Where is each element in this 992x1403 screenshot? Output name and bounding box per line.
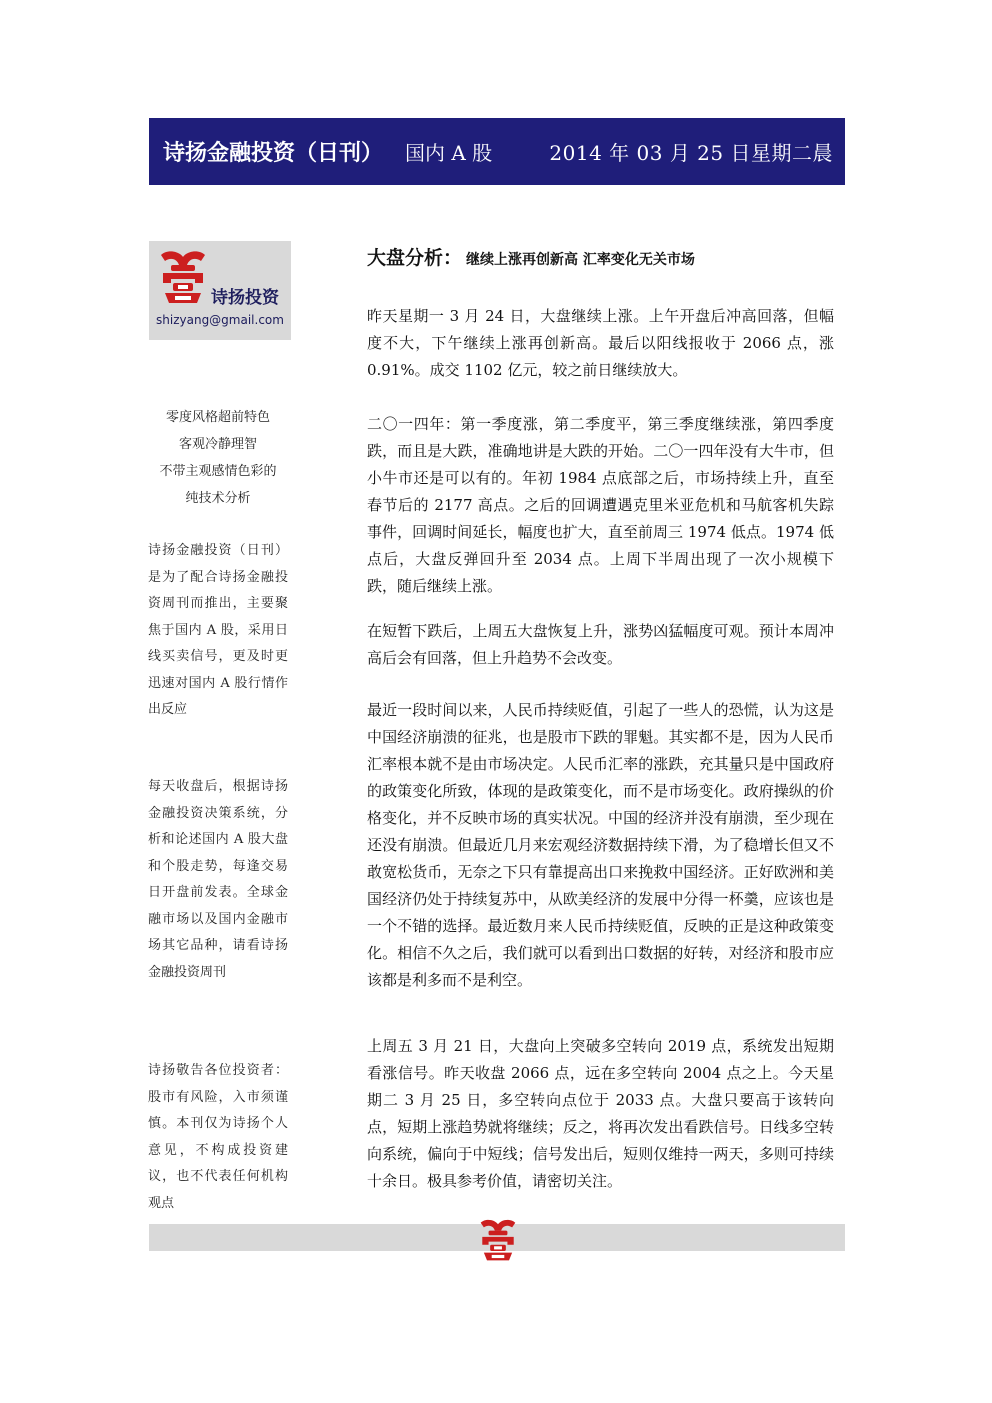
article-paragraph: 上周五 3 月 21 日，大盘向上突破多空转向 2019 点，系统发出短期看涨信号。昨天收盘 2066 点，远在多空转向 2004 点之上。今天星期二 3 月 25 日，多空转向点位于 2033 点。大盘只要高于该转向点，短期上涨趋势就将继续；反之，将再次发出看跌信号。日线多空转向系统，偏向于中短线；信号发出后，短则仅维持一两天，多则可持续十余日。极具参考价值，请密切关注。 xyxy=(367,1037,834,1190)
sidebar-slogan xyxy=(148,404,288,512)
shiyang-logo-icon xyxy=(157,249,209,305)
section-label: 国内 A 股 xyxy=(405,141,493,165)
sidebar-about: 诗扬金融投资（日刊）是为了配合诗扬金融投资周刊而推出，主要聚焦于国内 A 股，采用日线买卖信号，更及时更迅速对国内 A 股行情作出反应 xyxy=(148,543,288,717)
slogan-line: 不带主观感情色彩的 xyxy=(159,464,277,479)
article-heading: 大盘分析： xyxy=(367,247,463,269)
slogan-line: 零度风格超前特色 xyxy=(165,410,270,425)
sidebar-schedule: 每天收盘后，根据诗扬金融投资决策系统，分析和论述国内 A 股大盘和个股走势，每逢交易日开盘前发表。全球金融市场以及国内金融市场其它品种，请看诗扬金融投资周刊 xyxy=(148,779,288,980)
article-subheading: 继续上涨再创新高 汇率变化无关市场 xyxy=(466,252,695,268)
issue-date: 2014 年 03 月 25 日星期二晨 xyxy=(549,141,833,165)
slogan-line: 客观冷静理智 xyxy=(178,437,257,452)
sidebar-disclaimer: 诗扬敬告各位投资者：股市有风险，入市须谨慎。本刊仅为诗扬个人意见，不构成投资建议，也不代表任何机构观点 xyxy=(148,1063,288,1211)
brand-name: 诗扬投资 xyxy=(211,288,279,308)
article-paragraph: 昨天星期一 3 月 24 日，大盘继续上涨。上午开盘后冲高回落，但幅度不大，下午继续上涨再创新高。最后以阳线报收于 2066 点，涨 0.91%。成交 1102 亿元，较之前日继续放大。 xyxy=(367,307,834,379)
header-banner xyxy=(149,118,845,185)
article-paragraph: 二〇一四年：第一季度涨，第二季度平，第三季度继续涨，第四季度跌，而且是大跌，准确地讲是大跌的开始。二〇一四年没有大牛市，但小牛市还是可以有的。年初 1984 点底部之后，市场持续上升，直至春节后的 2177 高点。之后的回调遭遇克里米亚危机和马航客机失踪事件，回调时间延长，幅度也扩大，直至前周三 1974 低点。1974 低点后，大盘反弹回升至 2034 点。上周下半周出现了一次小规模下跌，随后继续上涨。 xyxy=(367,415,834,595)
publication-title: 诗扬金融投资（日刊） xyxy=(163,141,384,166)
footer-logo-icon xyxy=(476,1218,520,1262)
slogan-line: 纯技术分析 xyxy=(185,491,251,506)
article-paragraph: 最近一段时间以来，人民币持续贬值，引起了一些人的恐慌，认为这是中国经济崩溃的征兆，也是股市下跌的罪魁。其实都不是，因为人民币汇率根本就不是由市场决定。人民币汇率的涨跌，充其量只是中国政府的政策变化所致，体现的是政策变化，而不是市场变化。政府操纵的价格变化，并不反映市场的真实状况。中国的经济并没有崩溃，至少现在还没有崩溃。但最近几月来宏观经济数据持续下滑，为了稳增长但又不敢宽松货币，无奈之下只有靠提高出口来挽救中国经济。正好欧洲和美国经济仍处于持续复苏中，从欧美经济的发展中分得一杯羹，应该也是一个不错的选择。最近数月来人民币持续贬值，反映的正是这种政策变化。相信不久之后，我们就可以看到出口数据的好转，对经济和股市应该都是利多而不是利空。 xyxy=(367,701,834,989)
logo-box xyxy=(149,241,291,340)
contact-email: shizyang@gmail.com xyxy=(156,313,284,327)
article-headline xyxy=(367,243,834,270)
article-paragraph: 在短暂下跌后，上周五大盘恢复上升，涨势凶猛幅度可观。预计本周冲高后会有回落，但上升趋势不会改变。 xyxy=(367,622,834,667)
